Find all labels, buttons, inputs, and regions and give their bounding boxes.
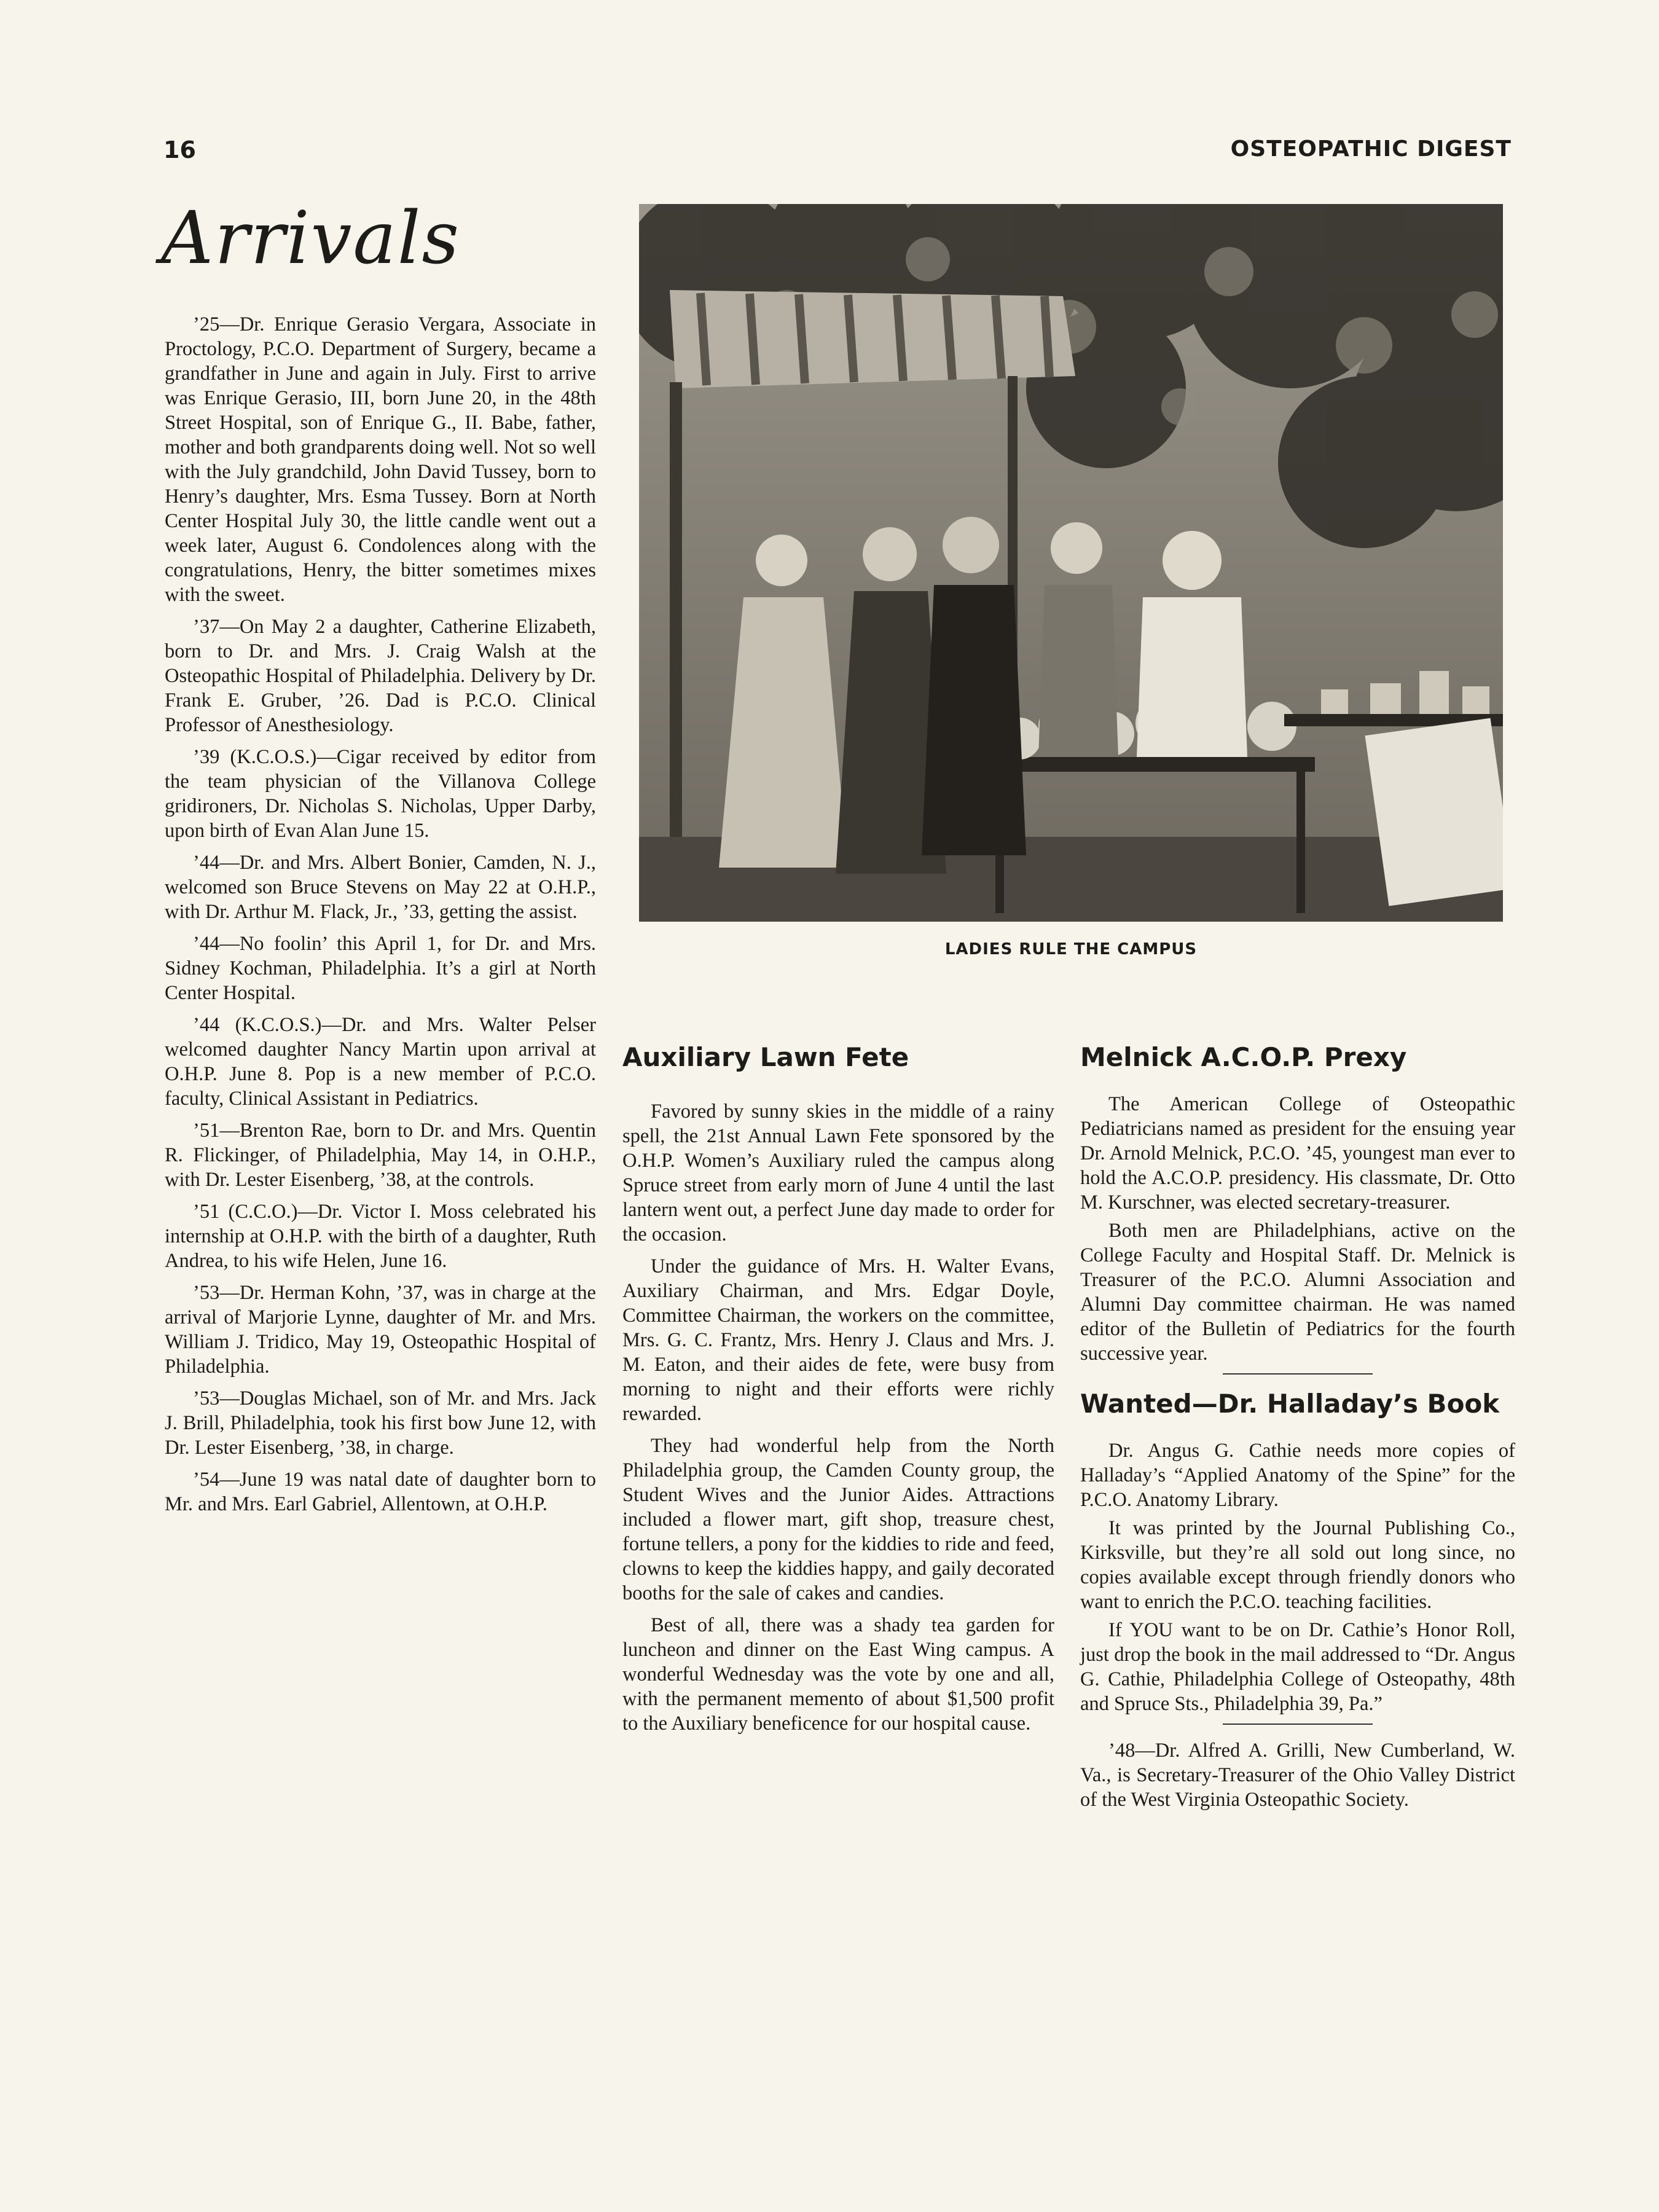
lawn-fete-paragraph: They had wonderful help from the North Philadelphia group, the Camden County group, the Student Wives and the Junior Aides. Attractions included a flower mart, gift shop, treasure chest, fortune tellers, a pony for the kiddies to ride and feed, clowns to keep the kiddies happy, and gaily decorated booths for the sale of cakes and candies. (622, 1435, 1054, 1604)
lawn-fete-article (622, 1041, 1054, 1743)
arrivals-item: ’39 (K.C.O.S.)—Cigar received by editor from the team physician of the Villanova College gridironers, Dr. Nicholas S. Nicholas, Upper Darby, upon birth of Evan Alan June 15. (165, 746, 596, 842)
running-header: OSTEOPATHIC DIGEST (1230, 136, 1512, 162)
melnick-heading: Melnick A.C.O.P. Prexy (1080, 1042, 1407, 1072)
arrivals-item: ’53—Dr. Herman Kohn, ’37, was in charge at the arrival of Marjorie Lynne, daughter of Mr. and Mrs. William J. Tridico, May 19, Osteopathic Hospital of Philadelphia. (165, 1282, 596, 1378)
lawn-fete-heading: Auxiliary Lawn Fete (622, 1042, 909, 1072)
melnick-paragraph: Both men are Philadelphians, active on the College Faculty and Hospital Staff. Dr. Melnick is Treasurer of the P.C.O. Alumni Association and Alumni Day committee chairman. He was named editor of the Bulletin of Pediatrics for the fourth successive year. (1080, 1220, 1515, 1365)
lawn-fete-photo (639, 204, 1503, 922)
arrivals-item: ’54—June 19 was natal date of daughter born to Mr. and Mrs. Earl Gabriel, Allentown, at O.H.P. (165, 1469, 596, 1515)
arrivals-item: ’51—Brenton Rae, born to Dr. and Mrs. Quentin R. Flickinger, of Philadelphia, May 14, in O.H.P., with Dr. Lester Eisenberg, ’38, at the controls. (165, 1120, 596, 1191)
arrivals-item: ’44 (K.C.O.S.)—Dr. and Mrs. Walter Pelser welcomed daughter Nancy Martin upon arrival at O.H.P. June 8. Pop is a new member of P.C.O. faculty, Clinical Assistant in Pediatrics. (165, 1014, 596, 1110)
lawn-fete-paragraph: Best of all, there was a shady tea garden for luncheon and dinner on the East Wing campus. A wonderful Wednesday was the vote by one and all, with the permanent memento of about $1,500 profit to the Auxiliary beneficence for our hospital cause. (622, 1614, 1054, 1735)
halladay-paragraph: If YOU want to be on Dr. Cathie’s Honor Roll, just drop the book in the mail addressed to “Dr. Angus G. Cathie, Philadelphia College of Osteopathy, 48th and Spruce Sts., Philadelphia 39, Pa.” (1080, 1619, 1515, 1715)
halladay-paragraph: It was printed by the Journal Publishing Co., Kirksville, but they’re all sold out long since, no copies available except through friendly donors who want to enrich the P.C.O. teaching facilities. (1080, 1517, 1515, 1613)
arrivals-item: ’51 (C.C.O.)—Dr. Victor I. Moss celebrated his internship at O.H.P. with the birth of a daughter, Ruth Andrea, to his wife Helen, June 16. (165, 1201, 596, 1272)
arrivals-item: ’44—Dr. and Mrs. Albert Bonier, Camden, N. J., welcomed son Bruce Stevens on May 22 at O.H.P., with Dr. Arthur M. Flack, Jr., ’33, getting the assist. (165, 852, 596, 923)
arrivals-item: ’44—No foolin’ this April 1, for Dr. and Mrs. Sidney Kochman, Philadelphia. It’s a girl at North Center Hospital. (165, 933, 596, 1004)
right-column (1080, 1041, 1515, 1816)
halladay-paragraph: Dr. Angus G. Cathie needs more copies of Halladay’s “Applied Anatomy of the Spine” for the P.C.O. Anatomy Library. (1080, 1440, 1515, 1511)
lawn-fete-paragraph: Favored by sunny skies in the middle of a rainy spell, the 21st Annual Lawn Fete sponsored by the O.H.P. Women’s Auxiliary ruled the campus along Spruce street from early morn of June 4 until the last lantern went out, a perfect June day made to order for the occasion. (622, 1100, 1054, 1245)
arrivals-title: Arrivals (161, 195, 461, 280)
photo-illustration (639, 204, 1503, 922)
page-number: 16 (163, 136, 196, 163)
halladay-heading: Wanted—Dr. Halladay’s Book (1080, 1389, 1500, 1419)
arrivals-item: ’25—Dr. Enrique Gerasio Vergara, Associate in Proctology, P.C.O. Department of Surgery, became a grandfather in June and again in July. First to arrive was Enrique Gerasio, III, born June 20, in the 48th Street Hospital, son of Enrique G., II. Babe, father, mother and both grandparents doing well. Not so well with the July grandchild, John David Tussey, born to Henry’s daughter, Mrs. Esma Tussey. Born at North Center Hospital July 30, the little candle went out a week later, August 6. Condolences along with the congratulations, Henry, the bitter sometimes mixes with the sweet. (165, 313, 596, 606)
grilli-paragraph: ’48—Dr. Alfred A. Grilli, New Cumberland, W. Va., is Secretary-Treasurer of the Ohio Valley District of the West Virginia Osteopathic Society. (1080, 1739, 1515, 1811)
arrivals-item: ’53—Douglas Michael, son of Mr. and Mrs. Jack J. Brill, Philadelphia, took his first bow June 12, with Dr. Lester Eisenberg, ’38, in charge. (165, 1387, 596, 1459)
melnick-paragraph: The American College of Osteopathic Pediatricians named as president for the ensuing year Dr. Arnold Melnick, P.C.O. ’45, youngest man ever to hold the A.C.O.P. presidency. His classmate, Dr. Otto M. Kurschner, was elected secretary-treasurer. (1080, 1093, 1515, 1214)
divider (1223, 1373, 1373, 1375)
lawn-fete-paragraph: Under the guidance of Mrs. H. Walter Evans, Auxiliary Chairman, and Mrs. Edgar Doyle, Committee Chairman, the workers on the committee, Mrs. G. C. Frantz, Mrs. Henry J. Claus and Mrs. J. M. Eaton, and their aides de fete, were busy from morning to night and their efforts were richly rewarded. (622, 1255, 1054, 1425)
arrivals-item: ’37—On May 2 a daughter, Catherine Elizabeth, born to Dr. and Mrs. J. Craig Walsh at the Osteopathic Hospital of Philadelphia. Delivery by Dr. Frank E. Gruber, ’26. Dad is P.C.O. Clinical Professor of Anesthesiology. (165, 616, 596, 736)
arrivals-column (165, 312, 596, 1524)
divider (1223, 1724, 1373, 1725)
photo-caption: LADIES RULE THE CAMPUS (944, 940, 1198, 959)
